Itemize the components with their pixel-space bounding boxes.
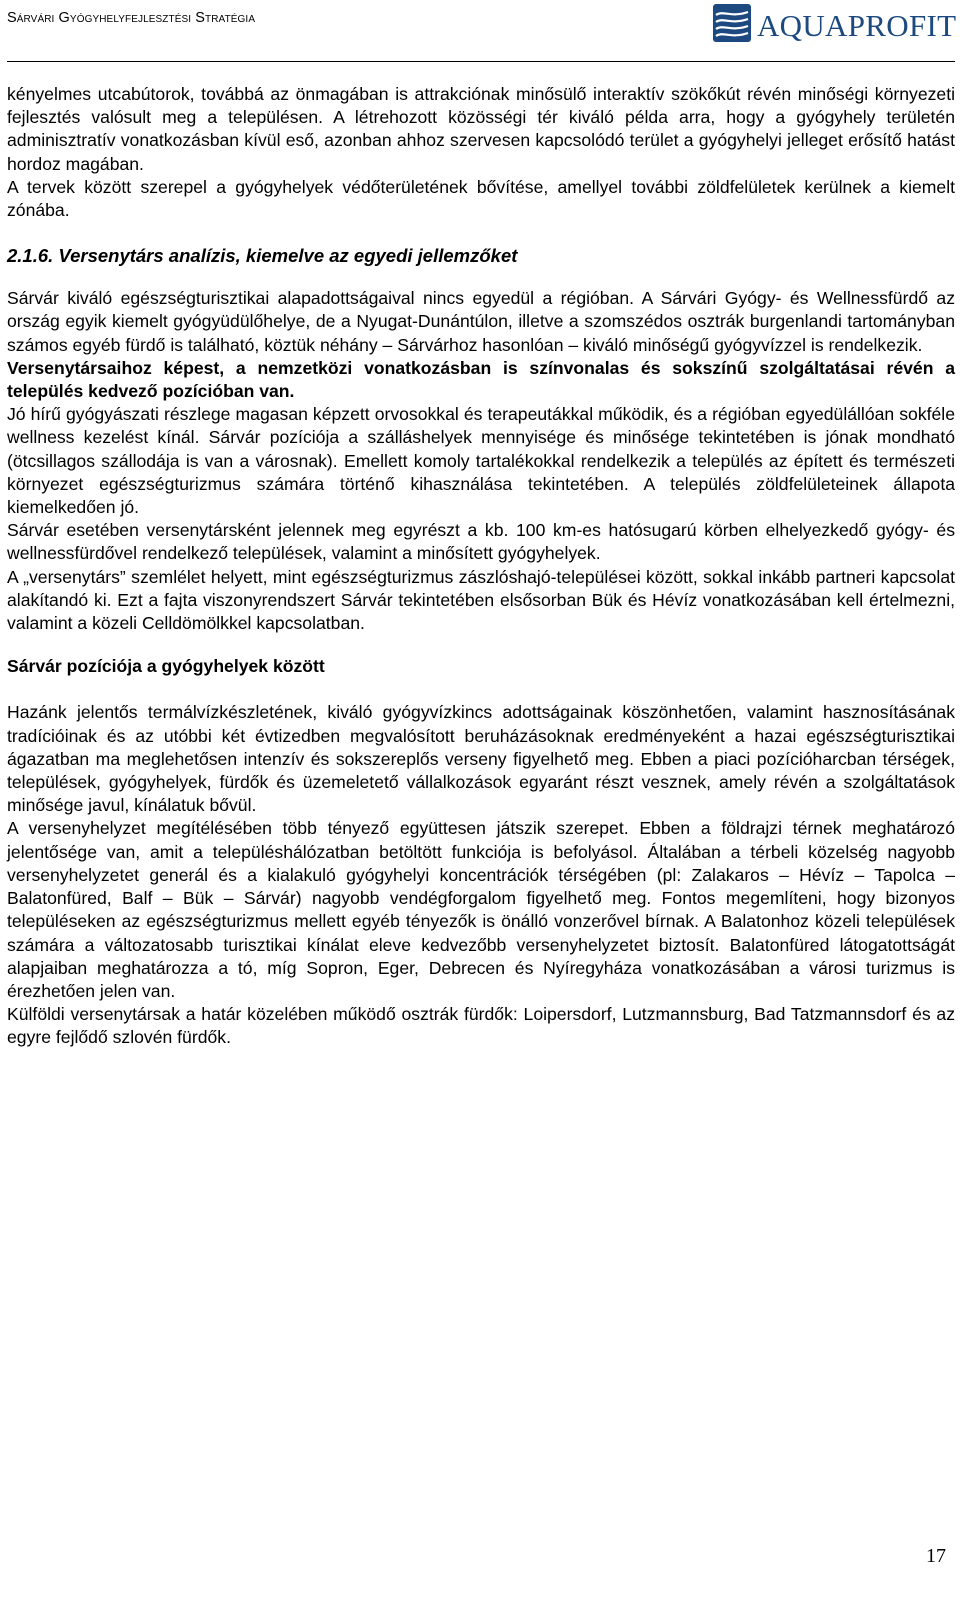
spacer <box>7 222 955 244</box>
paragraph-competitor-radius: Sárvár esetében versenytársként jelennek meg egyrészt a kb. 100 km-es hatósugarú körben elhelyezkedő gyógy- és wellnessfürdővel rendelkező települések, valamint a minősített gyógyhelyek. <box>7 520 955 564</box>
logo-wordmark: AQUAPROFIT <box>757 8 957 43</box>
sub-heading: Sárvár pozíciója a gyógyhelyek között <box>7 656 325 677</box>
spacer <box>7 268 955 287</box>
spacer <box>7 678 955 701</box>
aquaprofit-wave-icon <box>713 4 751 42</box>
intro-paragraph-1: kényelmes utcabútorok, továbbá az önmagában is attrakciónak minősülő interaktív szökőkút révén minőségi környezeti fejlesztés valósult meg a településen. A létrehozott közösségi tér kiváló példa arra, hogy a gyógyhely területén adminisztratív vonatkozásban kívül eső, azonban ahhoz szervesen kapcsolódó terület a gyógyhelyi jelleget erősítő hatást hordoz magában. <box>7 84 955 174</box>
section-heading: 2.1.6. Versenytárs analízis, kiemelve az egyedi jellemzőket <box>7 245 518 267</box>
document-body <box>7 83 955 1050</box>
paragraph-competitive-position: Versenytársaihoz képest, a nemzetközi vonatkozásban is színvonalas és sokszínű szolgáltatásai révén a település kedvező pozícióban van. <box>7 357 955 402</box>
paragraph-partnership: A „versenytárs” szemlélet helyett, mint egészségturizmus zászlóshajó-települései között, sokkal inkább partneri kapcsolat alakítandó ki. Ezt a fajta viszonyrendszert Sárvár tekintetében elsősorban Bük és Hévíz vonatkozásában kell értelmezni, valamint a közeli Celldömölkkel kapcsolatban. <box>7 566 955 634</box>
paragraph-competitive-factors: A versenyhelyzet megítélésében több tényező együttesen játszik szerepet. Ebben a földrajzi térnek meghatározó jelentősége van, amit a településhálózatban betöltött funkciója is befolyásol. Általában a térbeli közelség nagyobb versenyhelyzetet generál és a kialakuló gyógyhelyi koncentrációk térségében (pl: Zalakaros – Hévíz – Tapolca – Balatonfüred, Balf – Bük – Sárvár) nagyobb vendégforgalom figyelhető meg. Fontos megemlíteni, hogy bizonyos településeken az egészségturizmus mellett egyéb tényezők is önálló vonzerővel bírnak. A Balatonhoz közeli települések számára a változatosabb turisztikai kínálat eleve kedvezőbb versenyhelyzetet biztosít. Balatonfüred látogatottságát alapjaiban meghatározza a tó, míg Sopron, Eger, Debrecen és Nyíregyháza vonatkozásában a városi turizmus is érezhetően jelen van. <box>7 818 955 1001</box>
spacer <box>7 635 955 655</box>
header-divider <box>7 61 955 62</box>
paragraph-competitors-intro: Sárvár kiváló egészségturisztikai alapadottságaival nincs egyedül a régióban. A Sárvári Gyógy- és Wellnessfürdő az ország egyik kiemelt gyógyüdülőhelye, de a Nyugat-Dunántúlon, illetve a szomszédos osztrák burgenlandi tartományban számos egyéb fürdő is található, köztük néhány – Sárvárhoz hasonlóan – kiváló minőségű gyógyvízzel is rendelkezik. <box>7 288 955 355</box>
paragraph-medical-services: Jó hírű gyógyászati részlege magasan képzett orvosokkal és terapeutákkal működik, és a régióban egyedülállóan sokféle wellness kezelést kínál. Sárvár pozíciója a szálláshelyek mennyisége és minősége tekintetében is jónak mondható (ötcsillagos szállodája is van a városnak). Emellett komoly tartalékokkal rendelkezik a település az épített és természeti környezet egészségturizmus számára történő kihasználása tekintetében. A település zöldfelületeinek állapota kiemelkedően jó. <box>7 404 955 518</box>
intro-paragraph-2: A tervek között szerepel a gyógyhelyek védőterületének bővítése, amellyel további zöldfelületek kerülnek a kiemelt zónába. <box>7 176 955 221</box>
page-header <box>0 0 960 62</box>
aquaprofit-logo <box>713 3 955 45</box>
document-title: Sárvári Gyógyhelyfejlesztési Stratégia <box>7 10 256 26</box>
paragraph-market-competition: Hazánk jelentős termálvízkészletének, kiváló gyógyvízkincs adottságainak köszönhetően, valamint hasznosításának tradícióinak és az utóbbi két évtizedben megvalósított beruházásoknak eredményeként a hazai egészségturisztikai ágazatban ma meglehetősen intenzív és sokszereplős verseny figyelhető meg. Ebben a piaci pozícióharcban térségek, települések, gyógyhelyek, fürdők és üzemeletető vállalkozások egyaránt részt vesznek, amely révén a szolgáltatások minősége javul, kínálatuk bővül. <box>7 702 955 816</box>
page-number: 17 <box>926 1545 946 1567</box>
paragraph-foreign-competitors: Külföldi versenytársak a határ közelében működő osztrák fürdők: Loipersdorf, Lutzmannsburg, Bad Tatzmannsdorf és az egyre fejlődő szlovén fürdők. <box>7 1004 955 1048</box>
